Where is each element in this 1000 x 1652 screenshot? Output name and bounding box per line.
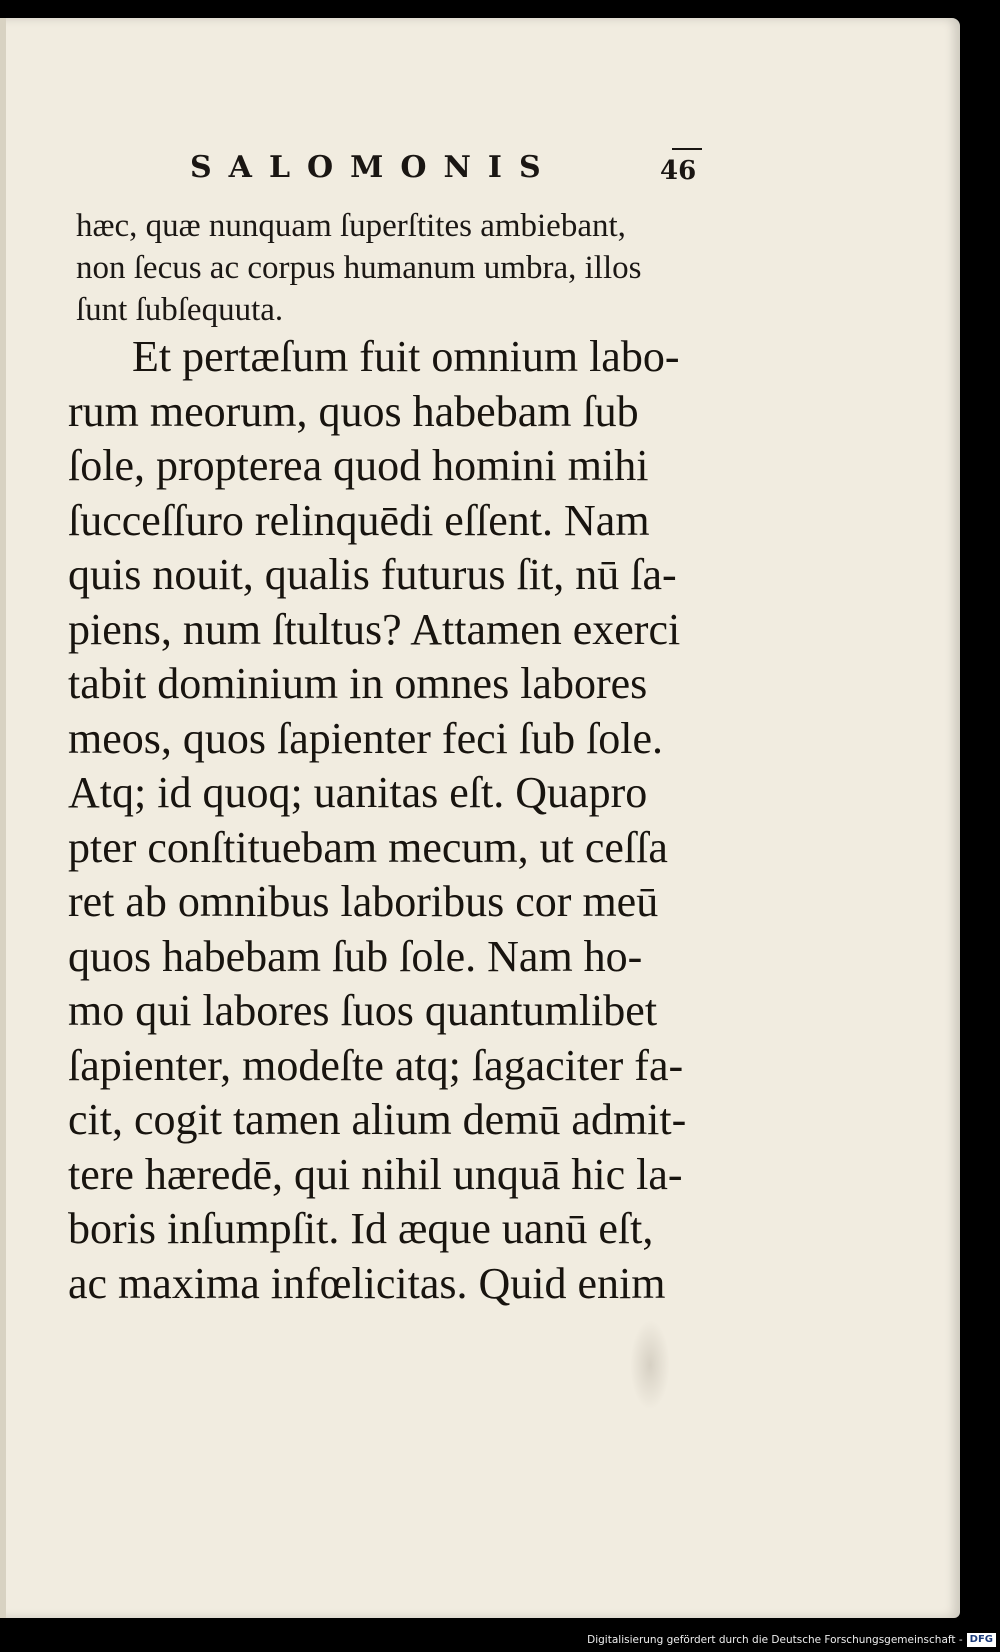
main-text-line: rum meorum, quos habebam ſub	[68, 386, 639, 436]
main-text-block	[68, 330, 758, 1311]
paper-stain	[630, 1320, 670, 1410]
main-text-line: cit, cogit tamen alium demū admit-	[68, 1095, 687, 1144]
main-text-line: piens, num ſtultus? Attamen exerci	[68, 604, 681, 654]
running-head	[190, 150, 710, 194]
credit-text: Digitalisierung gefördert durch die Deutsche Forschungsgemeinschaft -	[587, 1634, 963, 1646]
small-text-line: ſunt ſubſequuta.	[76, 292, 284, 328]
main-text-line: meos, quos ſapienter feci ſub ſole.	[68, 713, 664, 763]
main-text-line: Et pertæſum fuit omnium labo-	[132, 332, 680, 381]
main-text-line: quis nouit, qualis futurus ſit, nū ſa-	[68, 550, 677, 599]
dfg-logo: DFG	[967, 1633, 996, 1647]
digitization-credit	[587, 1630, 996, 1650]
main-text-line: ſapienter, modeſte atq; ſagaciter fa-	[68, 1040, 684, 1090]
page-edge	[0, 18, 6, 1618]
main-text-line: ret ab omnibus laboribus cor meū	[68, 877, 659, 926]
small-text-line: non ſecus ac corpus humanum umbra, illos	[76, 250, 642, 286]
main-text-line: ac maxima infœlicitas. Quid enim	[68, 1258, 666, 1308]
page-number: 46	[660, 156, 697, 186]
main-text-line: tere hæredē, qui nihil unquā hic la-	[68, 1149, 683, 1199]
running-head-title: SALOMONIS	[190, 150, 558, 185]
small-text-block	[76, 205, 756, 331]
main-text-line: Atq; id quoq; uanitas eſt. Quapro	[68, 768, 648, 817]
main-text-line: mo qui labores ſuos quantumlibet	[68, 986, 658, 1035]
main-text-line: quos habebam ſub ſole. Nam ho-	[68, 931, 643, 981]
main-text-line: ſole, propterea quod homini mihi	[68, 441, 649, 490]
main-text-line: boris inſumpſit. Id æque uanū eſt,	[68, 1204, 654, 1253]
main-text-line: pter conſtituebam mecum, ut ceſſa	[68, 822, 668, 872]
main-text-line: tabit dominium in omnes labores	[68, 659, 648, 708]
main-text-line: ſucceſſuro relinquēdi eſſent. Nam	[68, 495, 650, 545]
small-text-line: hæc, quæ nunquam ſuperſtites ambiebant,	[76, 208, 626, 244]
